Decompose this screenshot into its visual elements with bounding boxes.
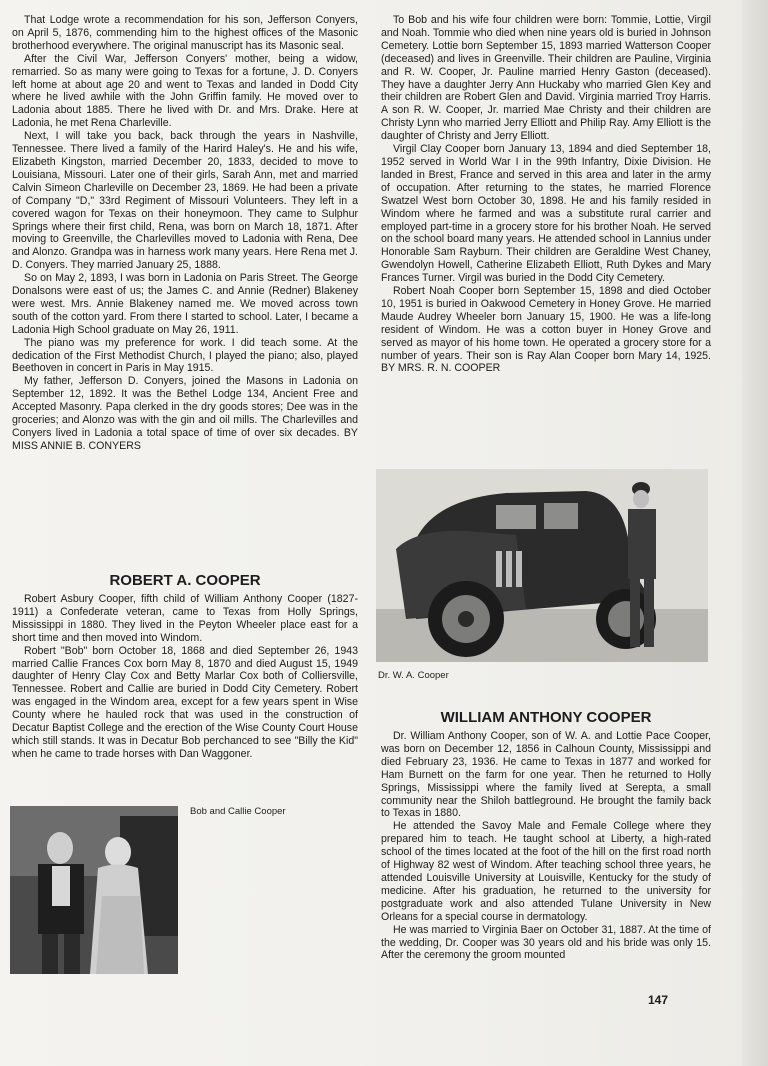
robert-section-text [12, 593, 358, 761]
paragraph: Robert Asbury Cooper, fifth child of William Anthony Cooper (1827-1911) a Confederate veteran, came to Texas from Holly Springs, Mississippi in 1880. They lived in the Peyton Wheeler place east for a short time and then moved into Windom. [12, 593, 358, 644]
paragraph: Robert Noah Cooper born September 15, 1898 and died October 10, 1951 is buried in Oakwood Cemetery in Honey Grove. He married Maude Audrey Wheeler born January 15, 1900. He was a life-long resident of Windom. He was a cotton buyer in Honey Grove and served as mayor of his home town. He operated a grocery store for a number of years. Their son is Ray Alan Cooper born Mary 14, 1925. BY MRS. R. N. COOPER [381, 285, 711, 375]
page-number: 147 [648, 993, 669, 1007]
paragraph: My father, Jefferson D. Conyers, joined the Masons in Ladonia on September 12, 1892. It was the Bethel Lodge 134, Ancient Free and Accepted Masonry. Papa clerked in the dry goods stores; Dee was in the groceries; and Alonzo was with the gin and oil mills. The Charlevilles and Conyers lived in Ladonia a total space of time of over six decades. BY MISS ANNIE B. CONYERS [12, 375, 358, 452]
paragraph: The piano was my preference for work. I did teach some. At the dedication of the First Methodist Church, I played the piano; also, played Beethoven in concert in Paris in May 1915. [12, 336, 358, 375]
paragraph: So on May 2, 1893, I was born in Ladonia on Paris Street. The George Donalsons were east of us; the James C. and Annie (Redner) Blakeney were west. Mrs. Annie Blakeney named me. We moved across town south of the cotton yard. From there I started to school. Later, I became a Ladonia High School graduate on May 26, 1911. [12, 272, 358, 336]
paragraph: Dr. William Anthony Cooper, son of W. A. and Lottie Pace Cooper, was born on December 12, 1856 in Calhoun County, Mississippi and died February 23, 1936. He came to Texas in 1877 and worked for Ham Burnett on the farm for one year. Then he returned to Holly Springs, Mississippi where the family lived at Serepta, a small community near the Shiloh battleground. He brought the family back to Texas in 1880. [381, 730, 711, 820]
paragraph: He was married to Virginia Baer on October 31, 1887. At the time of the wedding, Dr. Cooper was 30 years old and his bride was only 15. After the ceremony the groom mounted [381, 923, 711, 962]
left-column-text [12, 14, 358, 453]
section-heading-william: WILLIAM ANTHONY COOPER [440, 709, 652, 726]
paragraph: He attended the Savoy Male and Female College where they prepared him to teach. He taught school at Liberty, a high-rated school of the times located at the foot of the hill on the first road north of Highway 82 west of Windom. After teaching school three years, he attended Louisville University at Louisville, Kentucky for the study of medicine. After his graduation, he returned to the university for postgraduate work and also attended Tulane University in New Orleans for a special course in dermatology. [381, 820, 711, 923]
paragraph: Virgil Clay Cooper born January 13, 1894 and died September 18, 1952 served in World War I in the 99th Infantry, Dixie Division. He landed in Brest, France and served in this area and later in the army of occupation. After returning to the states, he married Florence Swatzel West born October 30, 1898. He and his family resided in Windom where he farmed and was a substitute rural carrier and employed part-time in a grocery store for his brother Noah. He served on the school board many years. He attended school in Lannius under Honorable Sam Rayburn. Their children are Geraldine West Chaney, Gwendolyn Howell, Catherine Elizabeth Elliott, Ruth Dykes and Mary Frances Turner. Virgil was buried in the Dodd City Cemetery. [381, 143, 711, 285]
paragraph: Next, I will take you back, back through the years in Nashville, Tennessee. There lived a family of the Harird Haley's. He and his wife, Elizabeth Kingston, married December 20, 1833, decided to move to Louisiana, Missouri. Later one of their girls, Sarah Ann, met and married Calvin Simeon Charleville on December 23, 1869. He had been a private of Company "D," 33rd Regiment of Missouri Volunteers. They left in a covered wagon for Texas on their honeymoon. They came to Sulphur Springs where their first child, Rena, was born on March 18, 1871. After moving to Greenville, the Charlevilles moved to Ladonia with Rena, Dee and Alonzo. Grandpa was in harness work many years. Here Rena met J. D. Conyers. They married January 25, 1888. [12, 130, 358, 272]
william-section-text [381, 730, 711, 962]
page-edge [742, 0, 768, 1066]
photo-caption-bob-callie: Bob and Callie Cooper [190, 806, 286, 817]
car-photo-illustration [376, 469, 708, 662]
paragraph: To Bob and his wife four children were born: Tommie, Lottie, Virgil and Noah. Tommie who died when nine years old is buried in Johnson Cemetery. Lottie born September 15, 1893 married Watterson Cooper (deceased) and lives in Greenville. Their children are Pauline, Virginia and R. W. Cooper, Jr. Pauline married Henry Gaston (deceased). They have a daughter Jerry Ann Huckaby who married Glen Key and their children are Robert Glen and David. Virginia married Troy Harris. A son R. W. Cooper, Jr. married Mae Christy and their children are Christy Lynn who married Jerry Elliott and Philip Ray. Amy Elliott is the daughter of Christy and Jerry Elliott. [381, 14, 711, 143]
photo-dr-cooper-car [376, 469, 708, 662]
section-heading-robert: ROBERT A. COOPER [109, 572, 261, 589]
right-column-text [381, 14, 711, 375]
photo-bob-and-callie [10, 806, 178, 974]
paragraph: After the Civil War, Jefferson Conyers' mother, being a widow, remarried. So as many were going to Texas for a fortune, J. D. Conyers left home at about age 20 and went to Texas and landed in Dodd City where he lived awhile with the John Griffin family. He moved over to Ladonia about 1885. There he lived with Dr. and Mrs. Drake. Here at Ladonia, he met Rena Charleville. [12, 52, 358, 130]
paragraph: That Lodge wrote a recommendation for his son, Jefferson Conyers, on April 5, 1876, commending him to the highest offices of the Masonic brotherhood everywhere. The original manuscript has its Masonic seal. [12, 14, 358, 52]
couple-photo-illustration [10, 806, 178, 974]
paragraph: Robert "Bob" born October 18, 1868 and died September 26, 1943 married Callie Frances Cox born May 8, 1870 and died August 15, 1949 daughter of Henry Clay Cox and Betty Marlar Cox both of Colliersville, Tennessee. Robert and Callie are buried in Dodd City Cemetery. Robert was engaged in the Windom area, except for a few years spent in Wise County where he hauled rock that was used in the construction of Decatur Baptist College and the erection of the Wise County Court House which still stands. It was in Decatur Bob perchanced to see "Billy the Kid" when he came to trade horses with Dan Waggoner. [12, 644, 358, 760]
photo-caption-dr-cooper: Dr. W. A. Cooper [378, 670, 449, 681]
